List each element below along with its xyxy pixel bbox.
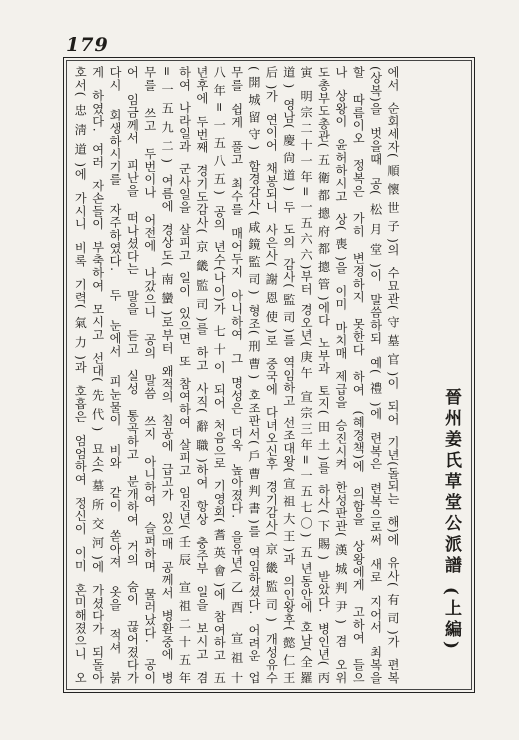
genealogy-side-title: 晉州姜氏草堂公派譜 (上編) [441,388,461,654]
text-column-13: 하여 나라일과 군사일을 살피고 일이 있으면 또 참여하여 살피고 임진년(壬辰 宣祖二十五年 [177,66,192,684]
vertical-body-text [72,66,402,684]
text-column-4: 나 상왕이 윤허하시고 상(喪)을 이미 마치매 제급을 승진시켜 한성판관(漢城判尹) 겸 오위 [333,66,348,684]
text-column-12: 년후에 두번째 경기도감사(京畿監司)를 하고 사직(辭職)하여 항상 충주부 일을 보시고 겸 [194,66,209,684]
text-column-9: (開城留守) 함경감사(咸鏡監司) 형조(刑曹) 호조판서(戶曹判書)를 역임하셨다. 어려운 업 [247,66,261,684]
text-column-11: 八年=一五八五) 공의 년수(나이)가 七十이 되어 처음으로 기영회(耆英會)에 참여하고 五 [212,66,227,684]
text-column-6: 寅 明宗二十一年=一五六六)부터 경오년(庚午 宣宗三年=一五七〇) 五년동안에 호남(全羅 [299,66,314,684]
text-column-1: 에서 순회세자(順懷世子)의 수묘관(守墓官)이 되어 기년(돌되는 해)에 유사(有司)가 편복 [386,66,400,684]
text-column-8: 后)가 연이어 채봉되니 사은사(謝恩使)로 중국에 다녀오신후 경기감사(京畿監司) 개성유수 [264,66,279,684]
text-column-15: 무를 쓰고 두번이나 어전에 나갔으니 공의 말씀 쓰지 아니하여 슬퍼하며 물러났다. 공이 [142,66,157,684]
text-column-19: 호서(忠淸道)에 가시니 비록 기력(氣力)과 호흡은 엄엄하여 정신이 이미 혼미해졌으니 오 [73,66,88,684]
text-column-17: 다시 회생하시기를 자주하였다. 두 눈에서 피눈물이 비와 같이 쏟아져 옷을 적셔 붉 [108,66,122,684]
text-column-10: 무를 쉽게 풀고 최수를 매어두지 아니하여 그 명성은 더욱 높아졌다. 을유년(乙酉 宣祖十 [229,66,244,684]
text-column-2: (상복)을 벗을때 공(松月堂)이 말씀하되 예(禮)에 련복은 련복으로써 새로 지어서 최복을 [368,66,383,684]
page-number: 179 [66,34,109,56]
text-column-14: =一五九二) 여름에 경상도(南蠻)로부터 왜적의 침공에 급고가 있으매 공께서 병환중에 병 [160,66,175,684]
text-column-3: 할 따름이오 정복은 가히 변경하지 못한다 하여 (혜경책)에 의함을 상왕에게 고하여 들으 [351,66,366,684]
text-column-16: 어 임금께서 피난을 떠나셨다는 말을 듣고 실성 통곡하고 분개하여 거의 숨이 끊어졌다가 [125,66,140,684]
text-column-5: 도총부도총관(五衛都摠府都摠管)에다 노부과 토지(田土)를 하사(下賜) 받았다. 병인년(丙 [316,66,331,684]
text-column-18: 게 하였다. 여러 자손들이 부축하여 모시고 선대(先代) 묘소(墓所交河)에 가셨다가 되돌아 [90,66,105,684]
text-column-7: 道) 영남(慶尙道) 두 도의 감사(監司)를 역임하고 선조대왕(宣祖大王)과 의인왕후(懿仁王 [281,66,296,684]
